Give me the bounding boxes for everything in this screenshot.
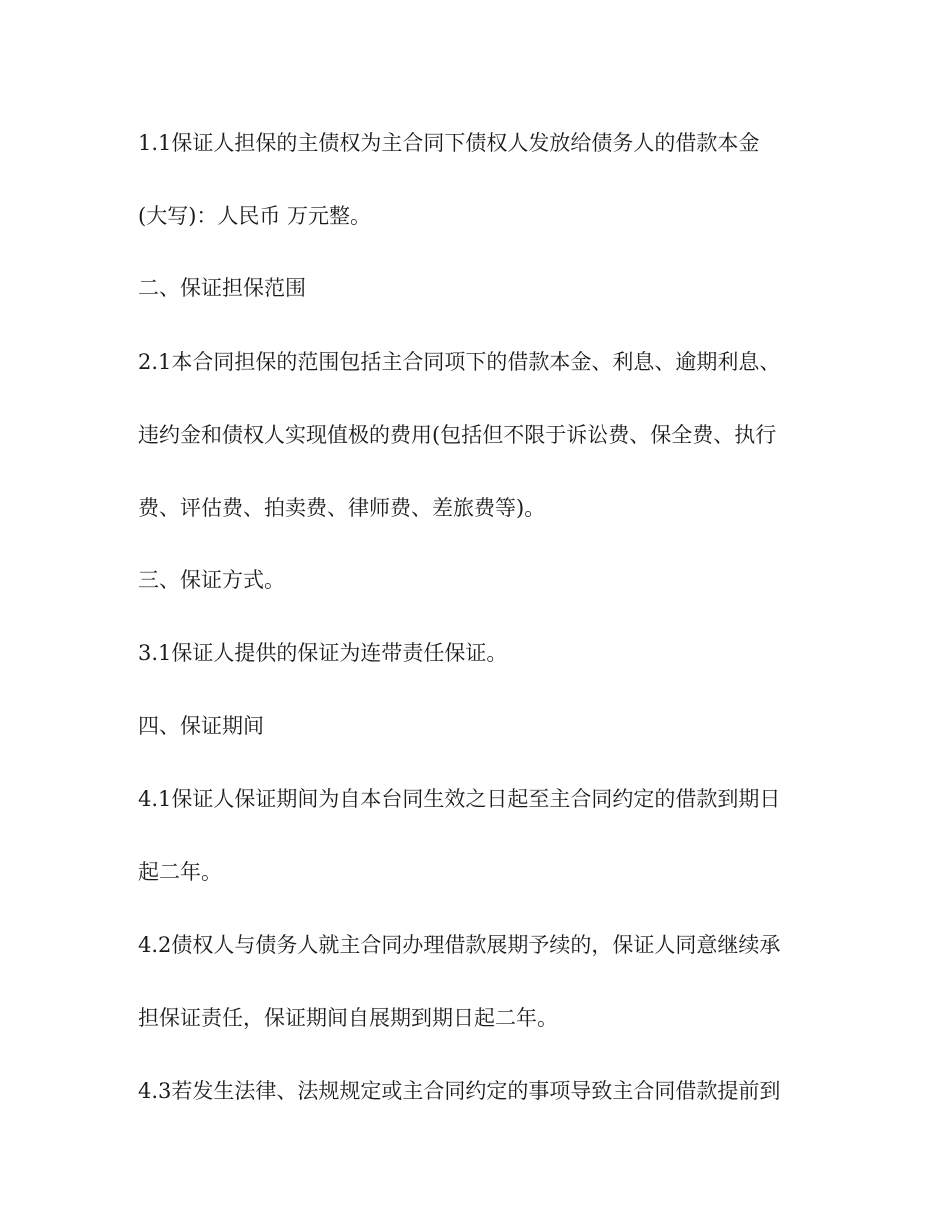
clause-2-1-line-3: 费、评估费、拍卖费、律师费、差旅费等)。 [138, 496, 546, 520]
clause-4-3-line-1: 4.3若发生法律、法规规定或主合同约定的事项导致主合同借款提前到 [138, 1079, 781, 1103]
clause-4-1-line-2: 起二年。 [138, 860, 222, 884]
clause-3-1-line-1: 3.1保证人提供的保证为连带责任保证。 [138, 641, 508, 665]
clause-1-1-line-2: (大写)：人民币 万元整。 [138, 204, 372, 228]
clause-4-2-line-2: 担保证责任，保证期间自展期到期日起二年。 [138, 1006, 558, 1030]
section-heading-2: 二、保证担保范围 [138, 276, 306, 300]
clause-4-1-line-1: 4.1保证人保证期间为自本台同生效之日起至主合同约定的借款到期日 [138, 787, 781, 811]
clause-4-2-line-1: 4.2债权人与债务人就主合同办理借款展期予续的，保证人同意继续承 [138, 933, 781, 957]
clause-1-1-line-1: 1.1保证人担保的主债权为主合同下债权人发放给债务人的借款本金 [138, 131, 760, 155]
clause-2-1-line-1: 2.1本合同担保的范围包括主合同项下的借款本金、利息、逾期利息、 [138, 350, 781, 374]
section-heading-4: 四、保证期间 [138, 714, 264, 738]
section-heading-3: 三、保证方式。 [138, 568, 285, 592]
clause-2-1-line-2: 违约金和债权人实现值极的费用(包括但不限于诉讼费、保全费、执行 [138, 423, 777, 447]
